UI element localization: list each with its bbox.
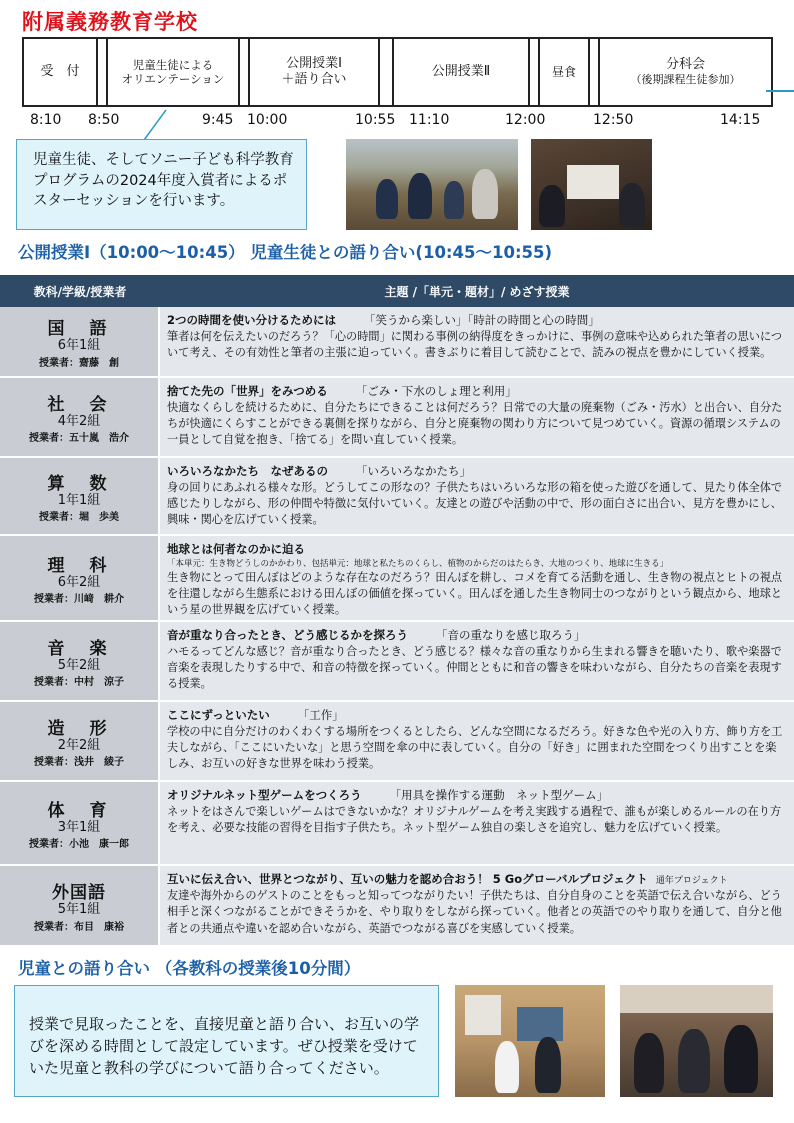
- subject-name: 外国語: [52, 883, 106, 904]
- unit-name: 「工作」: [297, 708, 344, 722]
- grade-class: 5年1組: [57, 902, 101, 918]
- lesson-topic: [167, 383, 786, 400]
- topic-text: 互いに伝え合い、世界とつながり、互いの魅力を認め合おう！ 5 Goグローバルプロジェクト: [167, 872, 648, 886]
- poster-session-photo: [531, 139, 652, 230]
- teacher-name: 授業者：川﨑 耕介: [34, 594, 124, 606]
- class-info: [0, 866, 160, 945]
- schedule-reception: [24, 39, 98, 105]
- time-label: 9:45: [202, 112, 234, 128]
- teacher-name: 授業者：中村 涼子: [34, 677, 124, 689]
- subject-name: 音 楽: [47, 638, 111, 659]
- lesson-topic: [167, 312, 786, 329]
- time-label: 8:10: [30, 112, 62, 128]
- time-label: 10:00: [247, 112, 288, 128]
- topic-text: 捨てた先の「世界」をみつめる: [167, 384, 328, 398]
- lesson-description: [160, 782, 794, 864]
- grade-class: 4年2組: [57, 413, 101, 429]
- dialogue-callout: 授業で見取ったことを、直接児童と語り合い、お互いの学びを深める時間として設定しています。ぜひ授業を受けていた児童と教科の学びについて語り合ってください。: [14, 985, 439, 1097]
- table-row: [0, 866, 794, 945]
- lesson-text: ハモるってどんな感じ？音が重なり合ったとき、どう感じる？様々な音の重なりから生まれる響きを聴いたり、歌や楽器で音楽を表現したりする中で、和音の特徴を探っていく。仲間とともに和音の響きを味わいながら、自分たちの音楽を表現する授業。: [167, 644, 782, 691]
- schedule-bar: [22, 37, 773, 107]
- unit-name: 「いろいろなかたち」: [356, 464, 471, 478]
- lesson-description: [160, 536, 794, 620]
- time-label: 10:55: [355, 112, 396, 128]
- table-row: [0, 702, 794, 782]
- schedule-label: 公開授業Ⅱ: [431, 63, 491, 79]
- page-title: 附属義務教育学校: [22, 10, 198, 34]
- lesson-topic: [167, 627, 786, 644]
- schedule-label: 公開授業Ⅰ: [286, 55, 342, 71]
- schedule-orientation: [108, 39, 240, 105]
- lesson-table: [0, 275, 794, 945]
- table-row: [0, 307, 794, 378]
- schedule-lesson-2: [394, 39, 530, 105]
- topic-text: 2つの時間を使い分けるためには: [167, 313, 336, 327]
- topic-text: いろいろなかたち なぜあるの: [167, 464, 328, 478]
- schedule-lesson-1: [250, 39, 380, 105]
- grade-class: 6年1組: [57, 338, 101, 354]
- lesson-topic: 地球とは何者なのかに迫る: [167, 542, 305, 556]
- class-info: [0, 307, 160, 376]
- table-row: [0, 782, 794, 866]
- schedule-label: 昼食: [551, 64, 576, 79]
- column-header: 主題 /「単元・題材」/ めざす授業: [384, 284, 570, 299]
- topic-text: 音が重なり合ったとき、どう感じるかを探ろう: [167, 628, 409, 642]
- schedule-gap: [240, 39, 250, 105]
- section-title-lesson-1: 公開授業Ⅰ（10:00～10:45） 児童生徒との語り合い(10:45～10:55): [18, 243, 553, 262]
- grade-class: 5年2組: [57, 657, 101, 673]
- subject-name: 社 会: [47, 394, 111, 415]
- time-label: 14:15: [720, 112, 761, 128]
- lesson-text: 学校の中に自分だけのわくわくする場所をつくるとしたら、どんな空間になるだろう。好きな色や光の入り方、飾り方を工夫しながら、「ここにいたいな」と思う空間を傘の中に表していく。自分の「好き」に囲まれた空間をつくり出すことを楽しみ、お互いの好きな世界を味わう授業。: [167, 724, 783, 771]
- teacher-name: 授業者：齋藤 創: [39, 357, 119, 369]
- table-row: [0, 378, 794, 458]
- grade-class: 6年2組: [57, 574, 101, 590]
- connector-line: [766, 90, 794, 92]
- lesson-text: 身の回りにあふれる様々な形。どうしてこの形なの？子供たちはいろいろな形の箱を使った遊びを通して、見たり体全体で感じたりしながら、形の仲間や特徴に気付いていく。友達との遊びや活動の中で、形の面白さに出合い、見方を豊かにし、興味・関心を広げていく授業。: [167, 480, 783, 527]
- time-label: 8:50: [88, 112, 120, 128]
- lesson-topic: [167, 871, 786, 888]
- schedule-sublabel: オリエンテーション: [121, 72, 225, 86]
- unit-note: 「本単元：生き物どうしのかかわり、包括単元：地球と私たちのくらし、植物のからだのはたらき、大地のつくり、地球に生きる」: [167, 558, 669, 569]
- lesson-text: 生き物にとって田んぼはどのような存在なのだろう？田んぼを耕し、コメを育てる活動を通し、生き物の視点とヒトの視点を往還しながら生態系における田んぼの価値を探っていく。田んぼを通した生き物同士のつながりという観点から、地球という星の世界観を広げていく授業。: [167, 570, 783, 617]
- schedule-gap: [590, 39, 600, 105]
- lesson-text: 快適なくらしを続けるために、自分たちにできることは何だろう？日常での大量の廃棄物（ごみ・汚水）と出合い、自分たちが快適にくらすことができる裏側を探りながら、自分と廃棄物の関わり方について見つめていく。資源の循環システムの一員として自覚を抱き、「捨てる」を問い直していく授業。: [167, 400, 783, 447]
- class-info: [0, 536, 160, 620]
- schedule-sublabel: ＋語り合い: [281, 72, 347, 87]
- table-header: [0, 275, 794, 307]
- lesson-topic: [167, 787, 786, 804]
- unit-name: 通年プロジェクト: [655, 876, 728, 886]
- class-info: [0, 702, 160, 780]
- teacher-name: 授業者：小池 康一郎: [29, 839, 129, 851]
- topic-text: ここにずっといたい: [167, 708, 270, 722]
- table-row: [0, 536, 794, 622]
- class-info: [0, 458, 160, 534]
- lesson-text: ネットをはさんで楽しいゲームはできないかな？オリジナルゲームを考え実践する過程で、誰もが楽しめるルールの在り方を考え、必要な技能の習得を目指す子供たち。ネット型ゲーム独自の楽しさを追究し、魅力を広げていく授業。: [167, 804, 782, 834]
- lesson-description: [160, 378, 794, 456]
- column-header: 教科/学級/授業者: [33, 284, 127, 299]
- schedule-sublabel: （後期課程生徒参加）: [630, 73, 741, 87]
- grade-class: 3年1組: [57, 819, 101, 835]
- lesson-text: 友達や海外からのゲストのことをもっと知ってつながりたい！子供たちは、自分自身のことを英語で伝え合いながら、どう相手と深くつながることができそうかを、やり取りをしながら探っていく。他者との英語でのやり取りを通して、自分と他者との共通点や違いを認め合いながら、英語でつながる喜びを実感していく授業。: [167, 889, 782, 935]
- schedule-label: 分科会: [665, 57, 705, 72]
- grade-class: 2年2組: [57, 737, 101, 753]
- grade-class: 1年1組: [57, 492, 101, 508]
- schedule-lunch: [540, 39, 590, 105]
- subject-name: 造 形: [47, 718, 111, 739]
- schedule-label: 受 付: [40, 63, 80, 79]
- lesson-description: [160, 622, 794, 700]
- section-title-dialogue: 児童との語り合い （各教科の授業後10分間）: [18, 959, 361, 978]
- unit-name: 「ごみ・下水のしょ理と利用」: [355, 384, 517, 398]
- time-label: 11:10: [409, 112, 450, 128]
- topic-text: オリジナルネット型ゲームをつくろう: [167, 788, 362, 802]
- time-label: 12:50: [593, 112, 634, 128]
- lesson-topic: [167, 707, 786, 724]
- subject-name: 体 育: [47, 800, 111, 821]
- table-row: [0, 458, 794, 536]
- subject-name: 算 数: [47, 473, 111, 494]
- teacher-name: 授業者：五十嵐 浩介: [29, 433, 129, 445]
- lesson-description: [160, 458, 794, 534]
- schedule-gap: [98, 39, 108, 105]
- subject-name: 国 語: [47, 319, 111, 340]
- field-activity-photo: [346, 139, 518, 230]
- subject-name: 理 科: [47, 555, 111, 576]
- unit-name: 「用具を操作する運動 ネット型ゲーム」: [389, 788, 609, 802]
- class-info: [0, 782, 160, 864]
- classroom-photo-1: [455, 985, 605, 1097]
- schedule-gap: [380, 39, 394, 105]
- lesson-text: 筆者は何を伝えたいのだろう？「心の時間」に関わる事例の納得度をきっかけに、事例の意味や込められた筆者の思いについて考え、その有効性と筆者の主張に迫っていく。書きぶりに着目して読むことで、読みの視点を豊かにしていく授業。: [167, 329, 783, 359]
- schedule-label: 児童生徒による: [132, 57, 214, 72]
- schedule-gap: [530, 39, 540, 105]
- teacher-name: 授業者：浅井 綾子: [34, 757, 124, 769]
- schedule-breakout: [600, 39, 771, 105]
- class-info: [0, 622, 160, 700]
- lesson-description: [160, 307, 794, 376]
- teacher-name: 授業者：堀 歩美: [39, 512, 119, 524]
- unit-name: 「笑うから楽しい」「時計の時間と心の時間」: [364, 313, 600, 327]
- unit-name: 「音の重なりを感じ取ろう」: [436, 628, 586, 642]
- teacher-name: 授業者：布目 康裕: [34, 921, 124, 933]
- poster-session-callout: 児童生徒、そしてソニー子ども科学教育プログラムの2024年度入賞者によるポスターセッションを行います。: [16, 139, 307, 230]
- callout-connector: [140, 108, 170, 142]
- table-row: [0, 622, 794, 702]
- class-info: [0, 378, 160, 456]
- time-label: 12:00: [505, 112, 546, 128]
- lesson-description: [160, 702, 794, 780]
- lesson-description: [160, 866, 794, 945]
- lesson-topic: [167, 463, 786, 480]
- classroom-photo-2: [620, 985, 773, 1097]
